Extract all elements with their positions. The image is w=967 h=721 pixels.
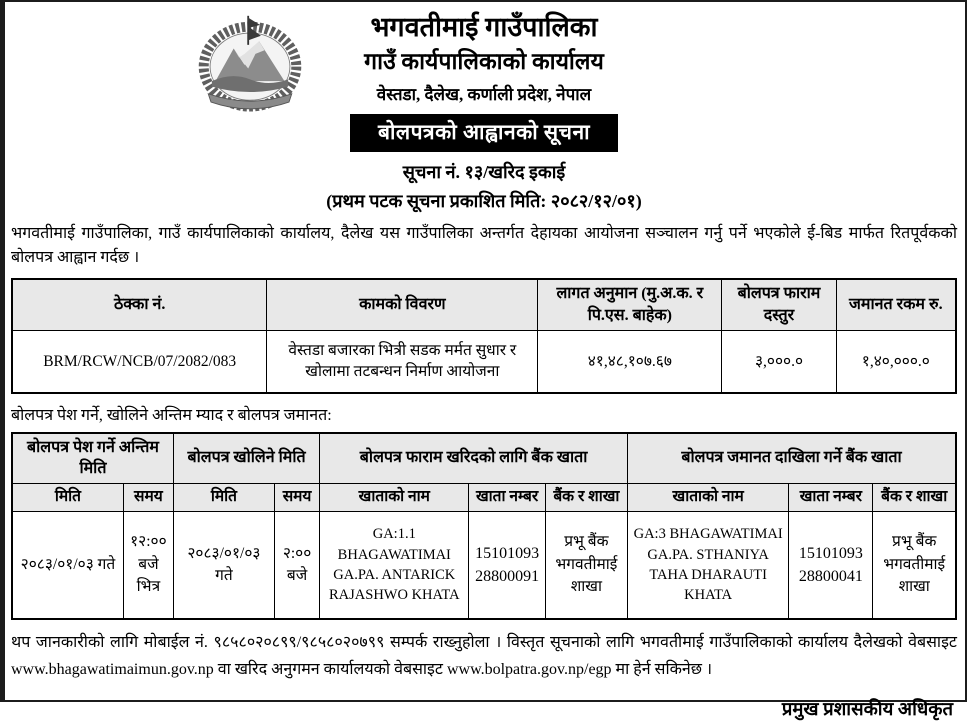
form-fee-cell: ३,०००.० [722, 331, 836, 393]
guarantee-account-name-cell: GA:3 BHAGAWATIMAI GA.PA. STHANIYA TAHA DHARAUTI KHATA [627, 511, 788, 619]
footer-note-part2: वा खरिद अनुगमन कार्यालयको वेबसाइट [213, 660, 447, 678]
guarantee-amount-cell: १,४०,०००.० [836, 331, 956, 393]
bid-table-group-header-row [12, 433, 956, 484]
bid-deadline-table [11, 432, 957, 621]
work-description-cell: वेस्तडा बजारका भित्री सडक मर्मत सुधार र खोलामा तटबन्धन निर्माण आयोजना [267, 331, 538, 393]
notice-title-banner: बोलपत्रको आह्वानको सूचना [350, 114, 618, 152]
deadline-section-heading: बोलपत्र पेश गर्ने, खोलिने अन्तिम म्याद र बोलपत्र जमानत: [11, 406, 332, 424]
municipality-website-url: www.bhagawatimaimun.gov.np [11, 660, 214, 678]
published-date-line: (प्रथम पटक सूचना प्रकाशित मिति: २०८२/१२/०१) [326, 190, 642, 211]
municipality-name: भगवतीमाई गाउँपालिका [370, 12, 598, 42]
form-bank-branch-cell: प्रभू बैंक भगवतीमाई शाखा [545, 511, 627, 619]
notice-number: सूचना नं. १३/खरिद इकाई [402, 161, 566, 182]
col-header-contract-no: ठेक्का नं. [12, 279, 267, 331]
col-header-form-fee: बोलपत्र फाराम दस्तुर [722, 279, 836, 331]
form-account-name-cell: GA:1.1 BHAGAWATIMAI GA.PA. ANTARICK RAJASHWO KHATA [320, 511, 469, 619]
group-header-guarantee-bank: बोलपत्र जमानत दाखिला गर्ने बैंक खाता [627, 433, 956, 484]
sub-header-form-account-name: खाताको नाम [320, 483, 469, 511]
bolpatra-website-url: www.bolpatra.gov.np/egp [446, 660, 612, 678]
opening-time-cell: २:०० बजे [274, 511, 319, 619]
group-header-form-purchase-bank: बोलपत्र फाराम खरिदको लागि बैंक खाता [320, 433, 628, 484]
sub-header-submission-time: समय [123, 483, 173, 511]
sub-header-guar-bank-branch: बैंक र शाखा [873, 483, 956, 511]
signatory-title: प्रमुख प्रशासकीय अधिकृत [781, 700, 953, 721]
sub-header-opening-time: समय [274, 483, 319, 511]
sub-header-guar-account-number: खाता नम्बर [789, 483, 873, 511]
intro-paragraph: भगवतीमाई गाउँपालिका, गाउँ कार्यपालिकाको कार्यालय, दैलेख यस गाउँपालिका अन्तर्गत देहायका आयोजना सञ्चालन गर्नु पर्ने भएकोले ई-बिड मार्फत रितपूर्वकको बोलपत्र आह्वान गर्दछ । [11, 224, 957, 266]
col-header-cost-estimate: लागत अनुमान (मु.अ.क. र पि.एस. बाहेक) [538, 279, 722, 331]
office-name: गाउँ कार्यपालिकाको कार्यालय [364, 49, 604, 75]
nepal-government-emblem-icon [194, 14, 306, 112]
col-header-guarantee: जमानत रकम रु. [836, 279, 956, 331]
form-account-number-cell: 15101093 28800091 [469, 511, 545, 619]
guarantee-account-number-cell: 15101093 28800041 [789, 511, 873, 619]
sub-header-form-account-number: खाता नम्बर [469, 483, 545, 511]
sub-header-guar-account-name: खाताको नाम [627, 483, 788, 511]
footer-contact-note [11, 630, 957, 683]
sub-header-opening-date: मिति [173, 483, 274, 511]
contract-table-header-row [12, 279, 956, 331]
bid-table-data-row [12, 511, 956, 619]
sub-header-form-bank-branch: बैंक र शाखा [545, 483, 627, 511]
sub-header-submission-date: मिति [12, 483, 123, 511]
footer-note-part1: थप जानकारीको लागि मोबाईल नं. ९८५८०२०८९९/९८५८०२०७९९ सम्पर्क राख्नुहोला । विस्तृत सूचनाको लागि भगवतीमाई गाउँपालिकाको कार्यालय दैलेखको वेबसाइट [11, 634, 957, 652]
contract-no-cell: BRM/RCW/NCB/07/2082/083 [12, 331, 267, 393]
submission-date-cell: २०८३/०१/०३ गते [12, 511, 123, 619]
contract-table-data-row [12, 331, 956, 393]
cost-estimate-cell: ४१,४८,१०७.६७ [538, 331, 722, 393]
submission-time-cell: १२:०० बजे भित्र [123, 511, 173, 619]
guarantee-bank-branch-cell: प्रभू बैंक भगवतीमाई शाखा [873, 511, 956, 619]
bid-table-sub-header-row [12, 483, 956, 511]
footer-note-part3: मा हेर्न सकिनेछ । [611, 660, 713, 678]
office-address: वेस्तडा, दैलेख, कर्णाली प्रदेश, नेपाल [376, 84, 592, 104]
contract-table [11, 278, 957, 394]
group-header-submission-deadline: बोलपत्र पेश गर्ने अन्तिम मिति [12, 433, 173, 484]
opening-date-cell: २०८३/०१/०३ गते [173, 511, 274, 619]
col-header-work-desc: कामको विवरण [267, 279, 538, 331]
group-header-opening-date: बोलपत्र खोलिने मिति [173, 433, 319, 484]
document-header [11, 8, 957, 105]
